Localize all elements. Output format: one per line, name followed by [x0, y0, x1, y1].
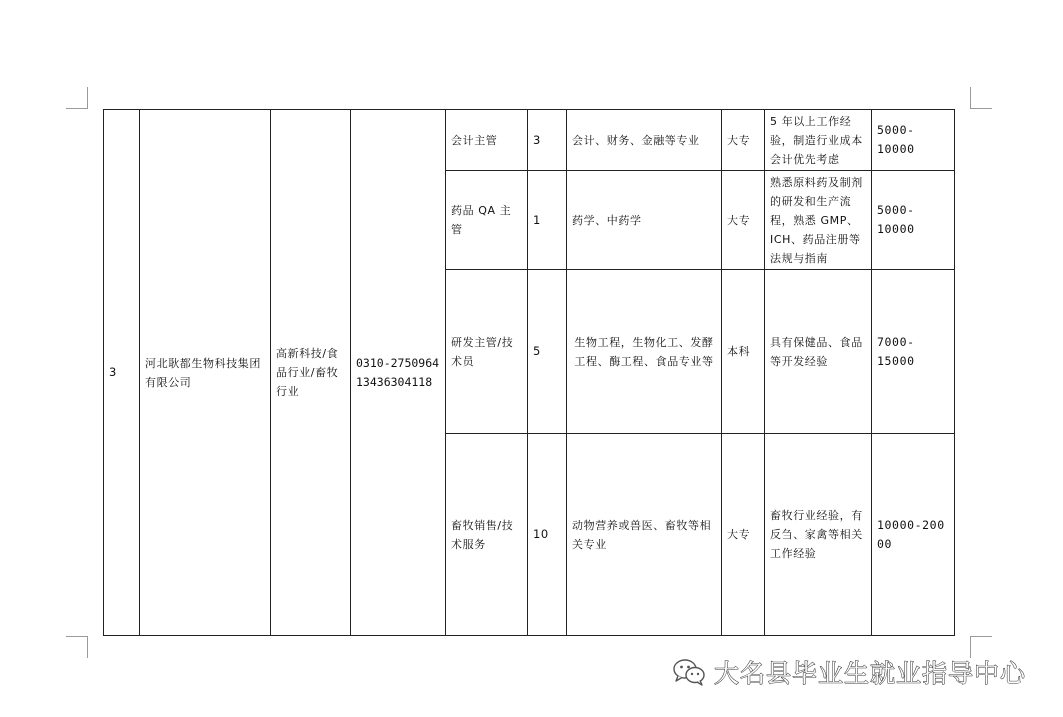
recruitment-table — [103, 109, 955, 636]
position-count-cell: 3 — [528, 110, 567, 171]
position-requirement-cell: 具有保健品、食品等开发经验 — [765, 270, 872, 434]
watermark-text: 大名县毕业生就业指导中心 — [714, 659, 1027, 688]
corner-mark — [970, 108, 992, 109]
position-salary-cell: 5000-10000 — [872, 110, 955, 171]
position-education-cell: 大专 — [722, 434, 765, 636]
company-name-cell: 河北耿都生物科技集团有限公司 — [140, 110, 271, 636]
position-title-cell: 会计主管 — [446, 110, 528, 171]
position-salary-cell: 7000-15000 — [872, 270, 955, 434]
position-count-cell: 1 — [528, 171, 567, 270]
position-major-cell: 会计、财务、金融等专业 — [567, 110, 722, 171]
corner-mark — [66, 636, 88, 637]
position-major-cell: 动物营养或兽医、畜牧等相关专业 — [567, 434, 722, 636]
row-number-cell: 3 — [104, 110, 140, 636]
industry-cell: 高新科技/食品行业/畜牧行业 — [271, 110, 351, 636]
corner-mark — [970, 87, 971, 109]
position-major-cell: 生物工程，生物化工、发酵工程、酶工程、食品专业等 — [567, 270, 722, 434]
contact-phone-cell — [351, 110, 446, 636]
position-major-cell: 药学、中药学 — [567, 171, 722, 270]
position-title-cell: 畜牧销售/技术服务 — [446, 434, 528, 636]
corner-mark — [66, 108, 88, 109]
watermark — [672, 652, 1026, 692]
position-title-cell: 药品 QA 主管 — [446, 171, 528, 270]
position-count-cell: 10 — [528, 434, 567, 636]
position-count-cell: 5 — [528, 270, 567, 434]
corner-mark — [87, 636, 88, 658]
position-education-cell: 本科 — [722, 270, 765, 434]
phone-1: 0310-2750964 — [356, 355, 440, 370]
position-salary-cell: 10000-20000 — [872, 434, 955, 636]
position-requirement-cell: 畜牧行业经验，有反刍、家禽等相关工作经验 — [765, 434, 872, 636]
position-salary-cell: 5000-10000 — [872, 171, 955, 270]
wechat-icon — [672, 657, 706, 687]
corner-mark — [87, 87, 88, 109]
position-requirement-cell: 熟悉原料药及制剂的研发和生产流程，熟悉 GMP、ICH、药品注册等法规与指南 — [765, 171, 872, 270]
phone-2: 13436304118 — [356, 374, 433, 389]
position-requirement-cell: 5 年以上工作经验，制造行业成本会计优先考虑 — [765, 110, 872, 171]
position-education-cell: 大专 — [722, 171, 765, 270]
position-education-cell: 大专 — [722, 110, 765, 171]
corner-mark — [970, 636, 992, 637]
table-row — [104, 110, 955, 171]
position-title-cell: 研发主管/技术员 — [446, 270, 528, 434]
